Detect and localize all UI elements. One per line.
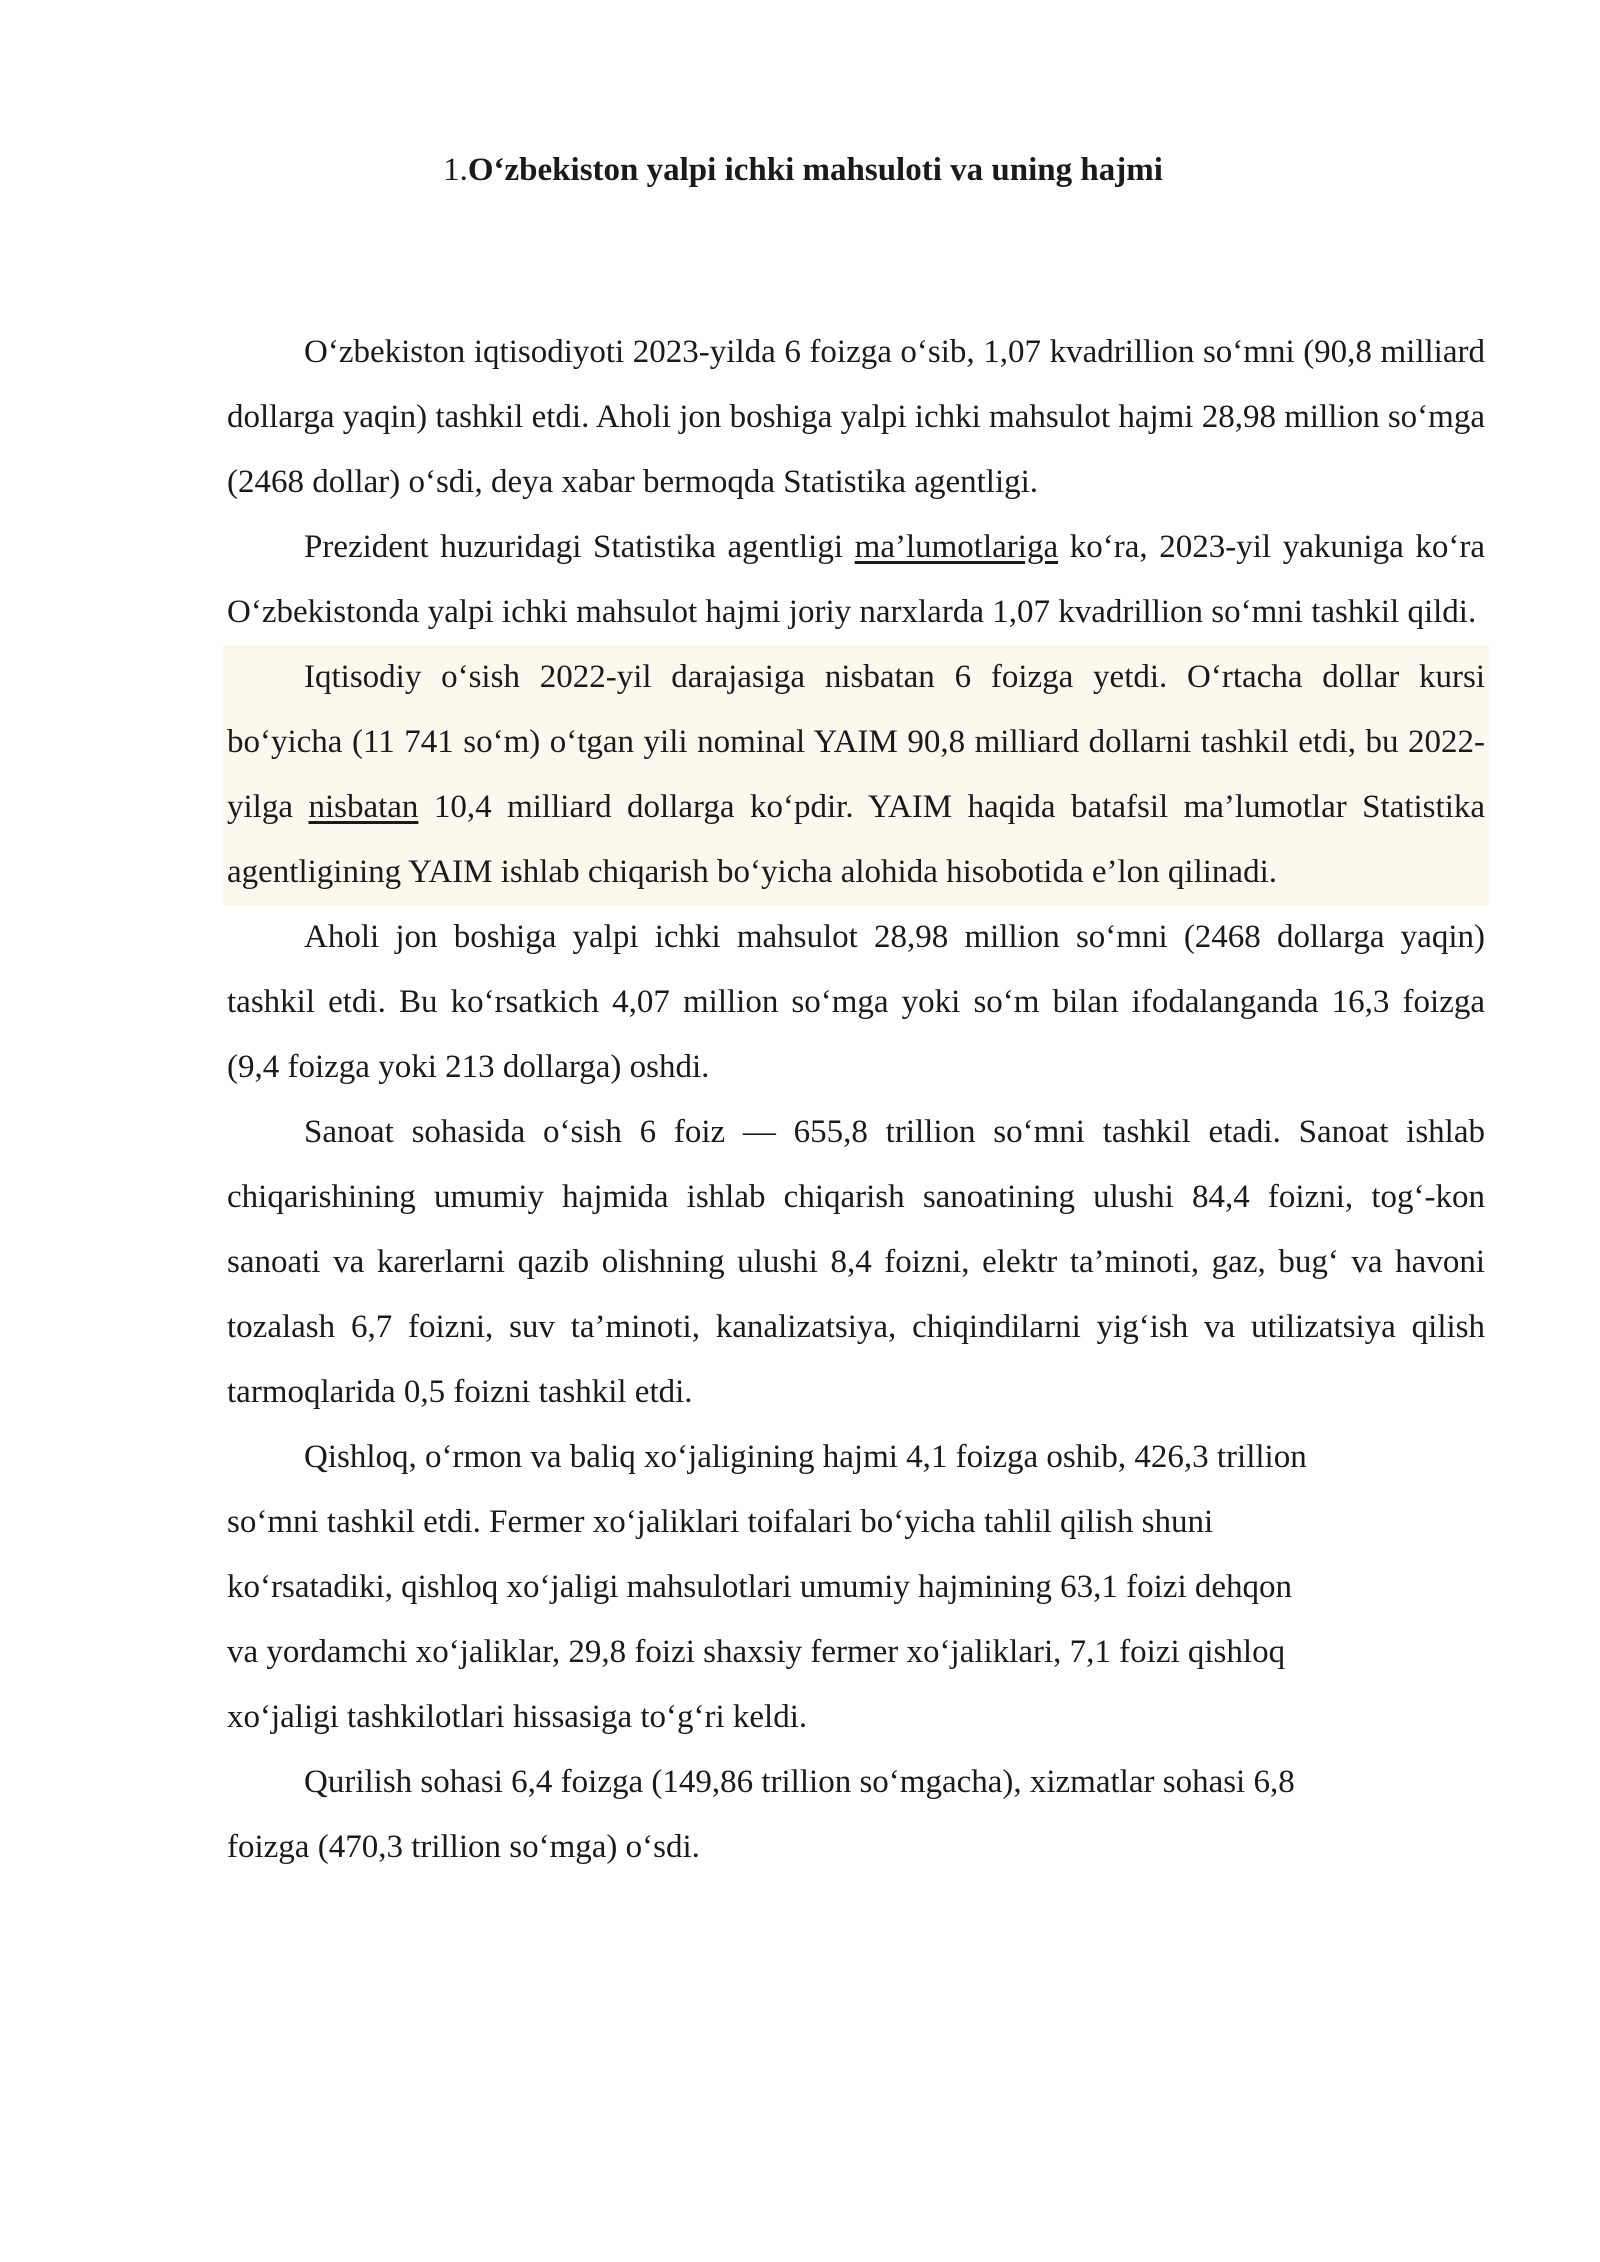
document-body xyxy=(227,320,1485,1880)
paragraph-3 xyxy=(223,645,1489,905)
paragraph-6 xyxy=(227,1425,1485,1750)
paragraph-6-line-4: va yordamchi xo‘jaliklar, 29,8 foizi shaxsiy fermer xo‘jaliklari, 7,1 foizi qishloq xyxy=(227,1634,1286,1670)
paragraph-2 xyxy=(227,515,1485,645)
paragraph-7-line-2: foizga (470,3 trillion so‘mga) o‘sdi. xyxy=(227,1829,700,1865)
paragraph-2-start: Prezident huzuridagi Statistika agentligi xyxy=(304,529,855,565)
title-text: O‘zbekiston yalpi ichki mahsuloti va uning hajmi xyxy=(467,152,1163,188)
paragraph-6-line-5: xo‘jaligi tashkilotlari hissasiga to‘g‘ri keldi. xyxy=(227,1699,808,1735)
paragraph-6-line-3: ko‘rsatadiki, qishloq xo‘jaligi mahsulotlari umumiy hajmining 63,1 foizi dehqon xyxy=(227,1569,1293,1605)
paragraph-3-end: 10,4 milliard dollarga ko‘pdir. YAIM haqida batafsil ma’lumotlar Statistika agentligining YAIM ishlab chiqarish bo‘yicha alohida hisobotida e’lon qilinadi. xyxy=(227,789,1486,890)
nisbatan-link[interactable]: nisbatan xyxy=(308,789,419,825)
paragraph-1: O‘zbekiston iqtisodiyoti 2023-yilda 6 foizga o‘sib, 1,07 kvadrillion so‘mni (90,8 milliard dollarga yaqin) tashkil etdi. Aholi jon boshiga yalpi ichki mahsulot hajmi 28,98 million so‘mga (2468 dollar) o‘sdi, deya xabar bermoqda Statistika agentligi. xyxy=(227,334,1485,500)
document-title xyxy=(0,150,1600,190)
paragraph-2-end: ko‘ra, 2023-yil yakuniga ko‘ra O‘zbekistonda yalpi ichki mahsulot hajmi joriy narxlarda 1,07 kvadrillion so‘mni tashkil qildi. xyxy=(227,529,1485,630)
title-number: 1. xyxy=(443,152,468,188)
paragraph-3-start: Iqtisodiy o‘sish 2022-yil darajasiga nisbatan 6 foizga yetdi. O‘rtacha dollar kursi bo‘yicha (11 741 so‘m) o‘tgan yili nominal YAIM 90,8 milliard dollarni tashkil etdi, bu 2022-yilga xyxy=(227,659,1485,825)
malumotlariga-link[interactable]: ma’lumotlariga xyxy=(854,529,1059,565)
paragraph-7-line-1: Qurilish sohasi 6,4 foizga (149,86 trillion so‘mgacha), xizmatlar sohasi 6,8 xyxy=(304,1764,1295,1800)
paragraph-6-line-1: Qishloq, o‘rmon va baliq xo‘jaligining hajmi 4,1 foizga oshib, 426,3 trillion xyxy=(304,1439,1307,1475)
paragraph-5: Sanoat sohasida o‘sish 6 foiz — 655,8 trillion so‘mni tashkil etadi. Sanoat ishlab chiqarishining umumiy hajmida ishlab chiqarish sanoatining ulushi 84,4 foizni, tog‘-kon sanoati va karerlarni qazib olishning ulushi 8,4 foizni, elektr ta’minoti, gaz, bug‘ va havoni tozalash 6,7 foizni, suv ta’minoti, kanalizatsiya, chiqindilarni yig‘ish va utilizatsiya qilish tarmoqlarida 0,5 foizni tashkil etdi. xyxy=(227,1114,1485,1410)
paragraph-7 xyxy=(227,1750,1485,1880)
paragraph-4: Aholi jon boshiga yalpi ichki mahsulot 28,98 million so‘mni (2468 dollarga yaqin) tashkil etdi. Bu ko‘rsatkich 4,07 million so‘mga yoki so‘m bilan ifodalanganda 16,3 foizga (9,4 foizga yoki 213 dollarga) oshdi. xyxy=(227,919,1485,1085)
paragraph-6-line-2: so‘mni tashkil etdi. Fermer xo‘jaliklari toifalari bo‘yicha tahlil qilish shuni xyxy=(227,1504,1214,1540)
